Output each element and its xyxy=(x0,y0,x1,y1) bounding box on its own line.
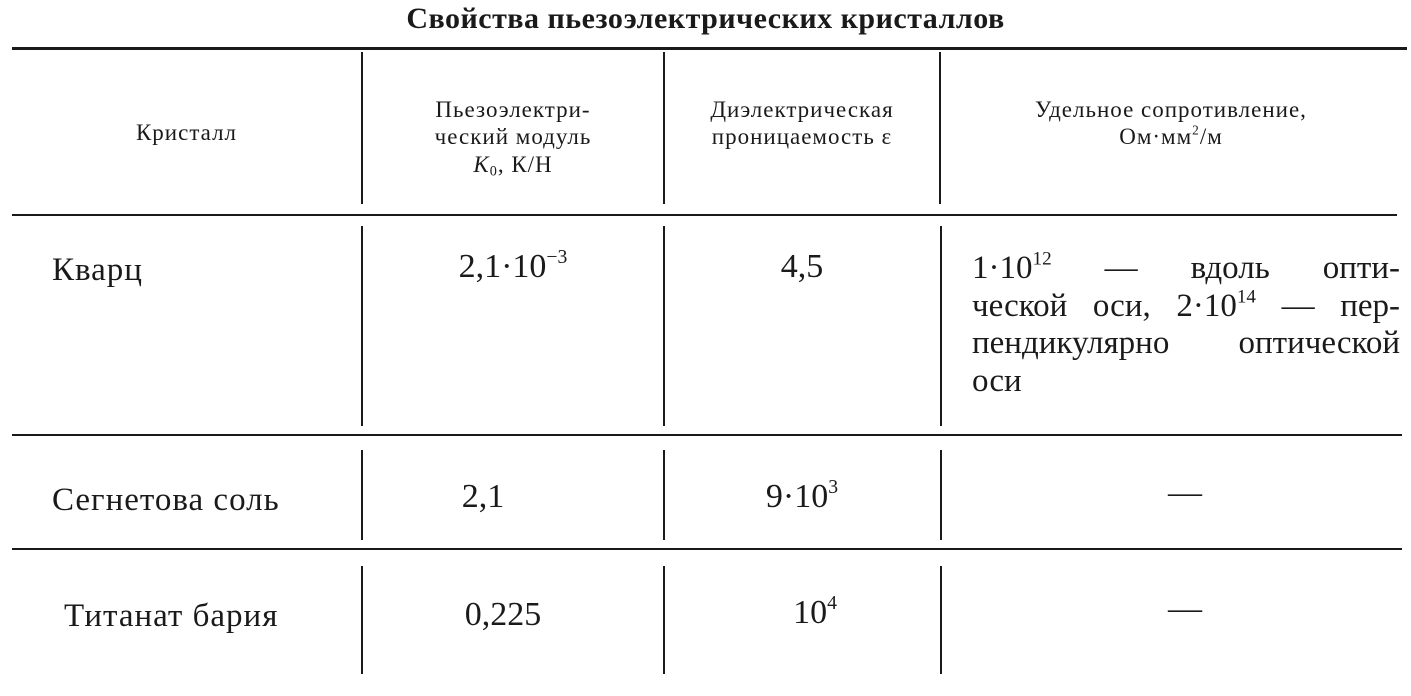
row1-crystal: Кварц xyxy=(52,252,143,288)
row3-modulus xyxy=(363,596,643,634)
header-resistivity xyxy=(941,52,1401,214)
header-resistivity-line1: Удельное сопротивление, xyxy=(1035,96,1307,122)
header-bottom-rule xyxy=(12,214,1397,216)
row1-resistivity-line2: ческой оси, $2\cdot 10^{14}$ — пер- xyxy=(972,286,1400,324)
row3-crystal: Титанат бария xyxy=(64,598,279,634)
header-permittivity xyxy=(665,52,939,214)
row1-modulus-exp: −3 xyxy=(546,246,568,269)
row3-permittivity-base: 10 xyxy=(793,594,828,631)
header-modulus-line1: Пьезоэлектри- xyxy=(435,97,591,123)
row2-permittivity-exp: 3 xyxy=(828,476,839,499)
modulus-subscript: 0 xyxy=(489,163,498,180)
table-title: Свойства пьезоэлектрических кристаллов xyxy=(406,2,1005,35)
modulus-unit: , К/Н xyxy=(497,151,553,177)
top-rule xyxy=(12,47,1407,50)
header-modulus-line2: ческий модуль xyxy=(434,124,592,150)
resistivity-unit-post: /м xyxy=(1199,124,1223,149)
row2-resistivity: — xyxy=(1168,474,1202,511)
header-modulus-line3 xyxy=(473,151,552,178)
modulus-symbol: K xyxy=(473,151,490,177)
row1-resistivity xyxy=(972,250,1400,400)
row2-bottom-rule xyxy=(12,548,1402,550)
row1-bottom-rule xyxy=(12,434,1402,436)
row1-resistivity-line4: оси xyxy=(972,362,1022,399)
row1-modulus xyxy=(363,248,663,286)
resistivity-unit-sup: 2 xyxy=(1192,122,1200,138)
row2-permittivity-base: 9·10 xyxy=(765,478,829,515)
col-divider-3-row1 xyxy=(940,226,942,426)
row3-permittivity-exp: 4 xyxy=(827,592,837,615)
row3-permittivity xyxy=(665,594,965,632)
resistivity-unit-pre: Ом·мм xyxy=(1119,124,1193,149)
header-permittivity-line2: проницаемость ε xyxy=(711,124,893,149)
header-crystal-label: Кристалл xyxy=(135,120,238,146)
row2-permittivity xyxy=(665,478,939,516)
header-resistivity-line2 xyxy=(1119,123,1223,150)
row3-resistivity: — xyxy=(1168,590,1202,627)
header-permittivity-line1: Диэлектрическая xyxy=(710,96,894,122)
row2-modulus-base: 2,1 xyxy=(461,478,505,515)
row1-modulus-base: 2,1·10 xyxy=(458,248,547,285)
row2-modulus xyxy=(363,478,603,516)
header-modulus xyxy=(363,52,663,214)
row1-permittivity xyxy=(665,248,939,286)
row1-resistivity-line1: $1\cdot 10^{12}$ — вдоль опти- xyxy=(972,248,1400,286)
col-divider-3-row2 xyxy=(940,450,942,540)
row1-resistivity-line3: пендикулярно оптической xyxy=(972,325,1400,362)
row3-modulus-base: 0,225 xyxy=(464,596,542,633)
header-crystal xyxy=(12,52,361,214)
row2-crystal: Сегнетова соль xyxy=(52,482,280,518)
row1-permittivity-base: 4,5 xyxy=(780,248,824,285)
